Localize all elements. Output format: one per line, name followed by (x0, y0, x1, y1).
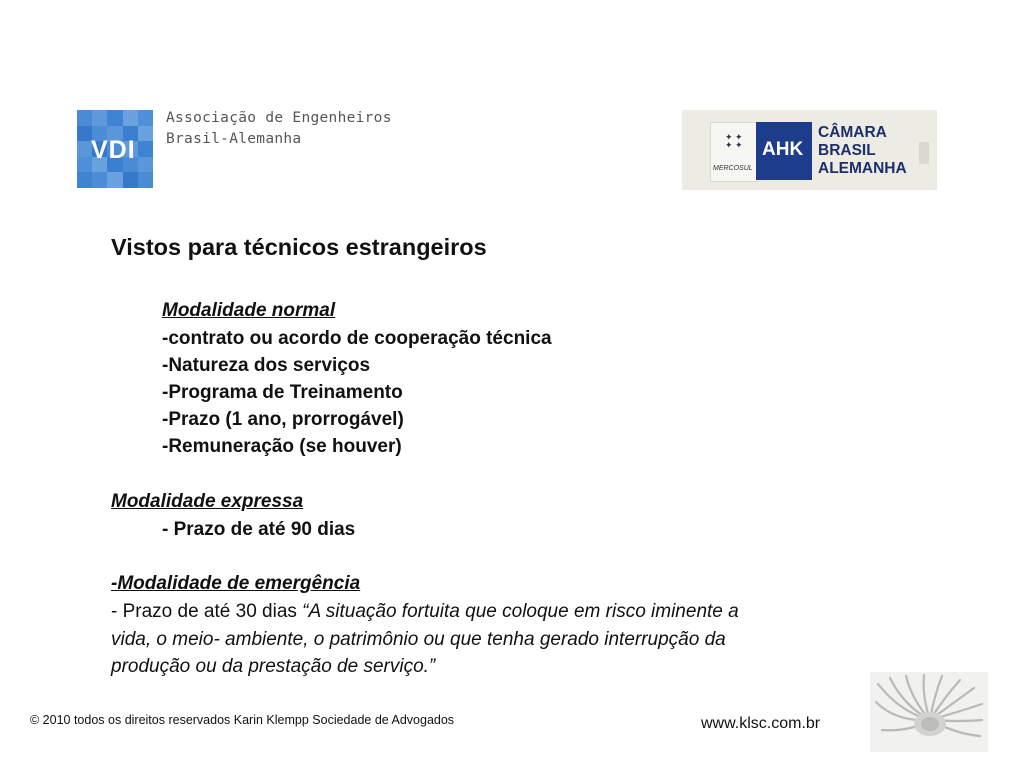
emergency-line3: produção ou da prestação de serviço.” (111, 656, 436, 677)
emergency-line2: vida, o meio- ambiente, o patrimônio ou que tenha gerado interrupção da (111, 629, 726, 650)
vdi-name-line1: Associação de Engenheiros (166, 110, 392, 126)
emergency-prefix: - Prazo de até 30 dias (111, 601, 303, 622)
copyright-text: © 2010 todos os direitos reservados Karin Klempp Sociedade de Advogados (30, 713, 455, 727)
list-item: -Natureza dos serviços (162, 355, 371, 376)
list-item: -Remuneração (se houver) (162, 436, 402, 457)
emergency-heading: -Modalidade de emergência (111, 573, 361, 594)
ahk-mark-text: AHK (762, 139, 804, 160)
emergency-line1 (111, 601, 739, 623)
express-item: - Prazo de até 90 dias (162, 519, 356, 540)
normal-heading: Modalidade normal (162, 300, 336, 321)
ahk-name-line: CÂMARA (818, 124, 887, 141)
firm-logo (870, 672, 988, 752)
ahk-side-mark (919, 142, 929, 164)
website-link[interactable]: www.klsc.com.br (701, 715, 821, 732)
vdi-logo-text: VDI (91, 136, 136, 164)
vdi-name-line2: Brasil-Alemanha (166, 131, 302, 147)
slide-title: Vistos para técnicos estrangeiros (111, 234, 487, 260)
mercosul-label: MERCOSUL (713, 165, 753, 172)
ahk-mark (756, 122, 812, 180)
list-item: -Programa de Treinamento (162, 382, 403, 403)
stars-icon: ✦ ✦ ✦ ✦ (725, 132, 743, 150)
vdi-logo (77, 110, 153, 188)
list-item: -contrato ou acordo de cooperação técnica (162, 328, 552, 349)
express-heading: Modalidade expressa (111, 491, 304, 512)
mercosul-emblem (710, 122, 758, 182)
ahk-name-line: BRASIL (818, 142, 876, 159)
emergency-quote: “A situação fortuita que coloque em risco iminente a (302, 601, 739, 622)
list-item: -Prazo (1 ano, prorrogável) (162, 409, 404, 430)
fan-icon (870, 672, 988, 752)
ahk-chamber-name (818, 124, 907, 178)
ahk-name-line: ALEMANHA (818, 160, 907, 177)
ahk-logo (682, 110, 937, 190)
vdi-association-name (166, 108, 392, 150)
